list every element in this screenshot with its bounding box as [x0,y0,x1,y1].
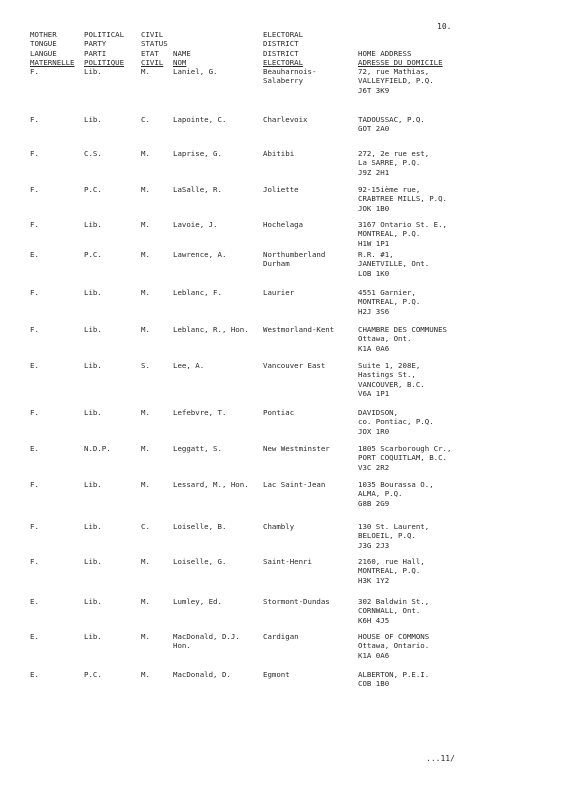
header-text: CIVIL STATUS ETAT [141,30,168,58]
cell-tongue: F. [30,557,39,566]
cell-district: Pontiac [263,408,295,417]
cell-address: 302 Baldwin St., CORNWALL, Ont. K6H 4J5 [358,597,430,625]
header-text-underlined: ADRESSE DU DOMICILE [358,58,443,68]
cell-address: CHAMBRE DES COMMUNES Ottawa, Ont. K1A 0A6 [358,325,447,353]
cell-status: C. [141,522,150,531]
cell-tongue: E. [30,250,39,259]
cell-district: Chambly [263,522,295,531]
cell-name: Lapointe, C. [173,115,227,124]
header-political-party [84,30,124,68]
cell-tongue: F. [30,325,39,334]
cell-party: Lib. [84,597,102,606]
cell-district: Hochelaga [263,220,304,229]
cell-party: Lib. [84,480,102,489]
cell-address: HOUSE OF COMMONS Ottawa, Ontario. K1A 0A6 [358,632,430,660]
cell-district: Egmont [263,670,290,679]
header-home-address [358,49,443,68]
cell-party: Lib. [84,115,102,124]
cell-party: Lib. [84,220,102,229]
cell-status: M. [141,288,150,297]
cell-status: S. [141,361,150,370]
cell-address: DAVIDSON, co. Pontiac, P.Q. JOX 1R0 [358,408,434,436]
cell-address: 4551 Garnier, MONTREAL, P.Q. H2J 3S6 [358,288,421,316]
cell-tongue: F. [30,522,39,531]
cell-status: M. [141,480,150,489]
cell-tongue: F. [30,220,39,229]
cell-address: 130 St. Laurent, BELOEIL, P.Q. J3G 2J3 [358,522,430,550]
header-text: NAME [173,49,191,58]
cell-name: Leblanc, R., Hon. [173,325,249,334]
page-number: 10. [437,22,452,31]
cell-status: M. [141,408,150,417]
cell-tongue: F. [30,67,39,76]
cell-party: Lib. [84,632,102,641]
cell-status: M. [141,325,150,334]
cell-party: Lib. [84,522,102,531]
cell-status: C. [141,115,150,124]
cell-party: Lib. [84,67,102,76]
cell-name: LaSalle, R. [173,185,222,194]
cell-district: Charlevoix [263,115,308,124]
cell-address: 92-15ième rue, CRABTREE MILLS, P.Q. JOK 1B0 [358,185,447,213]
cell-district: Laurier [263,288,295,297]
cell-tongue: E. [30,361,39,370]
cell-status: M. [141,185,150,194]
cell-tongue: E. [30,670,39,679]
cell-status: M. [141,444,150,453]
cell-party: Lib. [84,288,102,297]
cell-address: 2160, rue Hall, MONTREAL, P.Q. H3K 1Y2 [358,557,425,585]
cell-district: Joliette [263,185,299,194]
cell-address: Suite 1, 208E, Hastings St., VANCOUVER, B.C. V6A 1P1 [358,361,425,399]
cell-tongue: F. [30,288,39,297]
cell-party: C.S. [84,149,102,158]
cell-district: Vancouver East [263,361,326,370]
cell-tongue: F. [30,480,39,489]
cell-name: Laprise, G. [173,149,222,158]
cell-party: Lib. [84,408,102,417]
cell-address: 3167 Ontario St. E., MONTREAL, P.Q. H1W 1P1 [358,220,447,248]
header-text: HOME ADDRESS [358,49,412,58]
cell-status: M. [141,632,150,641]
cell-tongue: F. [30,408,39,417]
cell-district: New Westminster [263,444,330,453]
cell-district: Saint-Henri [263,557,312,566]
header-civil-status [141,30,168,68]
header-text-underlined: ELECTORAL [263,58,304,68]
header-text-underlined: NOM [173,58,187,68]
cell-name: Lefebvre, T. [173,408,227,417]
cell-name: Laniel, G. [173,67,218,76]
cell-tongue: F. [30,115,39,124]
cell-tongue: E. [30,444,39,453]
cell-address: ALBERTON, P.E.I. COB 1B0 [358,670,430,689]
cell-address: 72, rue Mathias, VALLEYFIELD, P.Q. J6T 3K9 [358,67,434,95]
cell-name: MacDonald, D.J. Hon. [173,632,240,651]
cell-name: Leblanc, F. [173,288,222,297]
cell-party: Lib. [84,361,102,370]
cell-party: Lib. [84,557,102,566]
header-text: ELECTORAL DISTRICT DISTRICT [263,30,304,58]
cell-name: Lawrence, A. [173,250,227,259]
header-mother-tongue [30,30,75,68]
cell-tongue: E. [30,597,39,606]
cell-party: Lib. [84,325,102,334]
cell-name: Lee, A. [173,361,205,370]
cell-address: TADOUSSAC, P.Q. GOT 2A0 [358,115,425,134]
cell-district: Westmorland-Kent [263,325,335,334]
continuation-marker: ...11/ [426,754,455,763]
cell-status: M. [141,670,150,679]
cell-name: MacDonald, D. [173,670,231,679]
cell-district: Lac Saint-Jean [263,480,326,489]
header-electoral-district [263,30,303,68]
cell-party: P.C. [84,185,102,194]
cell-name: Lumley, Ed. [173,597,222,606]
cell-status: M. [141,149,150,158]
cell-name: Lessard, M., Hon. [173,480,249,489]
header-text: MOTHER TONGUE LANGUE [30,30,57,58]
cell-address: R.R. #1, JANETVILLE, Ont. LOB 1K0 [358,250,430,278]
cell-status: M. [141,250,150,259]
cell-district: Abitibi [263,149,295,158]
cell-address: 272, 2e rue est, La SARRE, P.Q. J9Z 2H1 [358,149,430,177]
cell-address: 1035 Bourassa O., ALMA, P.Q. G8B 2G9 [358,480,434,508]
header-text: POLITICAL PARTY PARTI [84,30,125,58]
cell-party: N.D.P. [84,444,111,453]
cell-district: Stormont-Dundas [263,597,330,606]
header-name [173,49,191,68]
header-text-underlined: MATERNELLE [30,58,75,68]
cell-name: Leggatt, S. [173,444,222,453]
header-text-underlined: POLITIQUE [84,58,125,68]
cell-district: Northumberland Durham [263,250,326,269]
cell-status: M. [141,67,150,76]
cell-name: Lavoie, J. [173,220,218,229]
header-text-underlined: CIVIL [141,58,164,68]
cell-status: M. [141,597,150,606]
cell-party: P.C. [84,250,102,259]
cell-tongue: F. [30,149,39,158]
cell-tongue: F. [30,185,39,194]
cell-district: Beauharnois- Salaberry [263,67,317,86]
cell-name: Loiselle, B. [173,522,227,531]
cell-status: M. [141,557,150,566]
cell-address: 1805 Scarborough Cr., PORT COQUITLAM, B.C. V3C 2R2 [358,444,452,472]
cell-party: P.C. [84,670,102,679]
cell-tongue: E. [30,632,39,641]
cell-district: Cardigan [263,632,299,641]
cell-status: M. [141,220,150,229]
cell-name: Loiselle, G. [173,557,227,566]
